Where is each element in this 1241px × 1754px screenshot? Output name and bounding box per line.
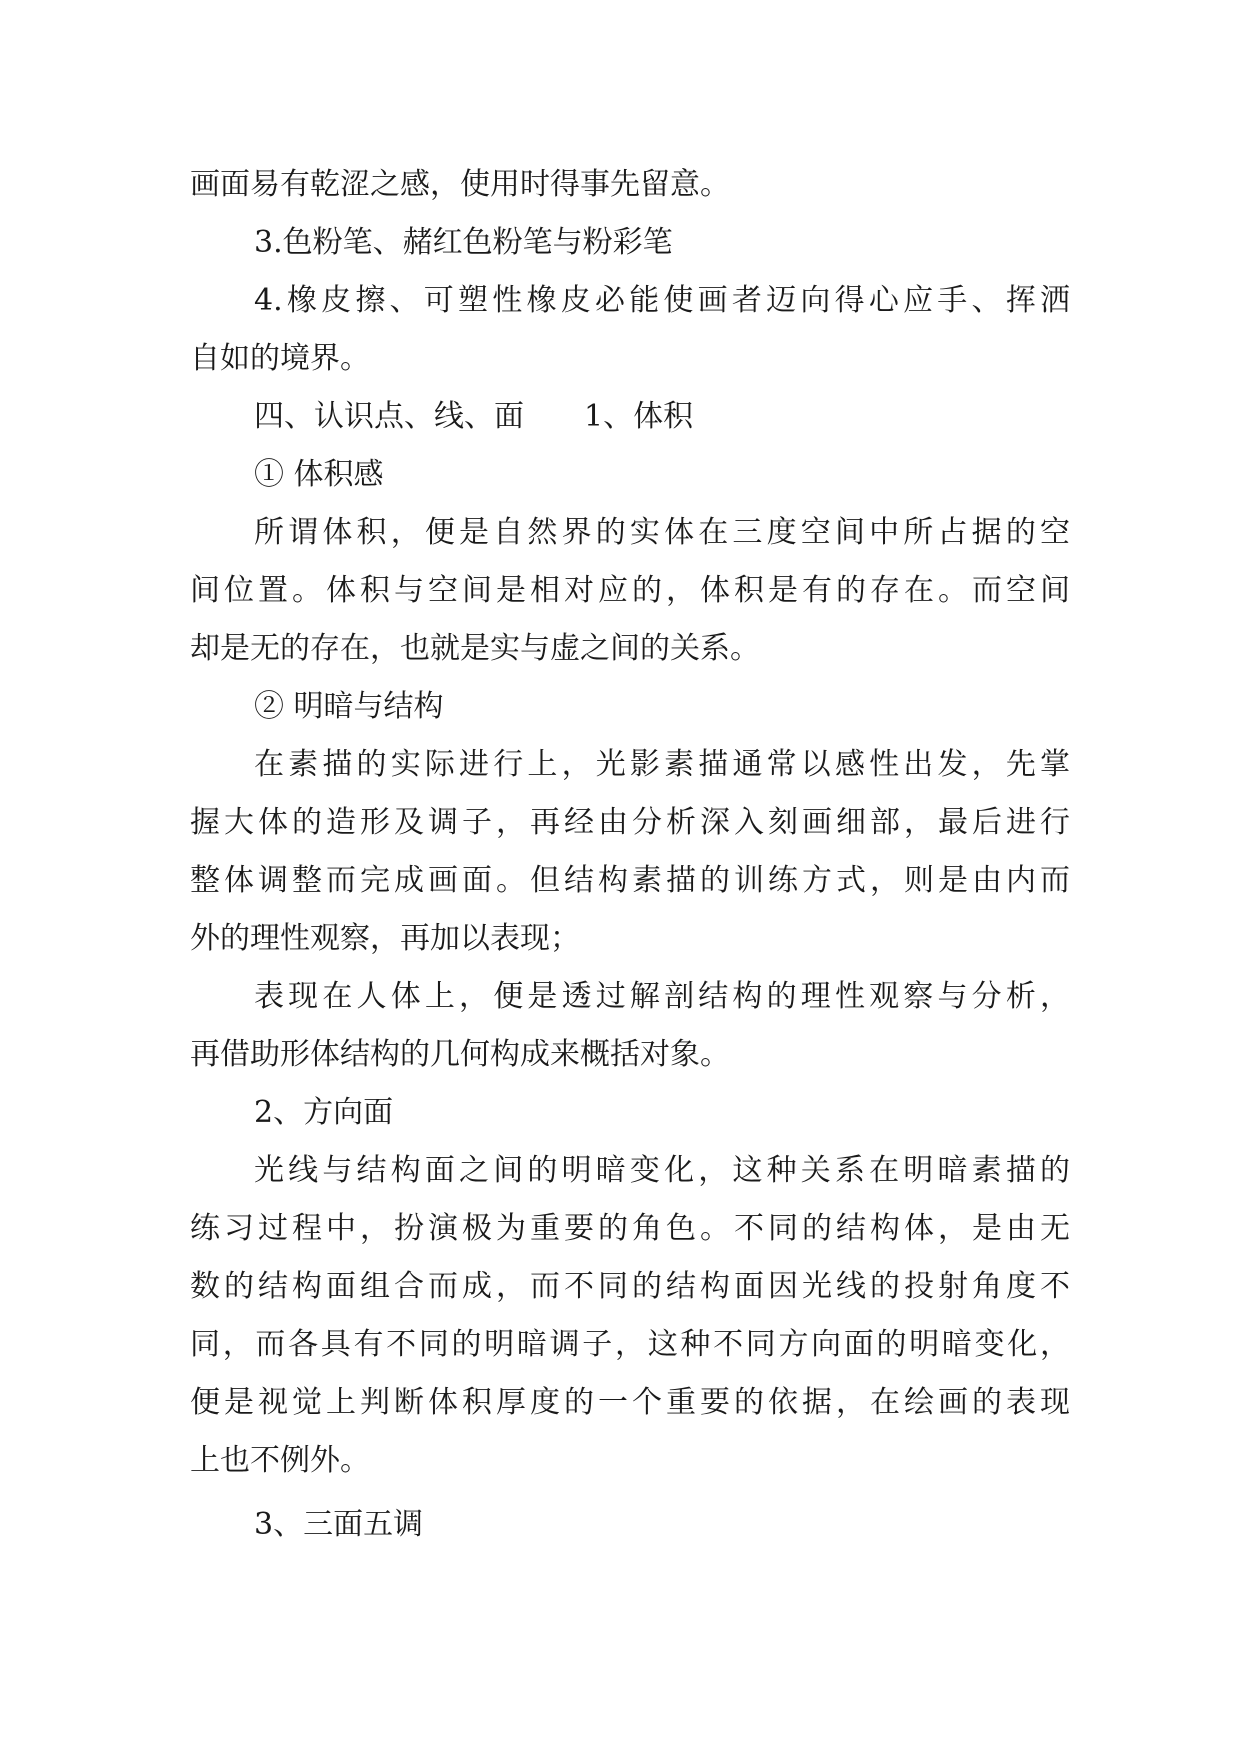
section-heading-three-planes-five-tones: 3、三面五调 <box>254 1507 424 1542</box>
subheading-volume-sense: ① 体积感 <box>254 457 384 492</box>
section-heading-4: 四、认识点、线、面 1、体积 <box>254 399 694 434</box>
paragraph-line: 数的结构面组合而成，而不同的结构面因光线的投射角度不 <box>190 1269 1070 1304</box>
list-item-eraser: 4.橡皮擦、可塑性橡皮必能使画者迈向得心应手、挥洒 <box>254 283 1070 318</box>
paragraph-line: 整体调整而完成画面。但结构素描的训练方式，则是由内而 <box>190 863 1070 898</box>
paragraph-line: 表现在人体上，便是透过解剖结构的理性观察与分析， <box>254 979 1070 1014</box>
list-item-colored-chalk: 3.色粉笔、赭红色粉笔与粉彩笔 <box>254 225 673 260</box>
section-heading-direction-plane: 2、方向面 <box>254 1095 394 1130</box>
paragraph-line: 练习过程中，扮演极为重要的角色。不同的结构体，是由无 <box>190 1211 1070 1246</box>
paragraph-line: 再借助形体结构的几何构成来概括对象。 <box>190 1037 730 1072</box>
paragraph-line: 外的理性观察，再加以表现； <box>190 921 580 956</box>
paragraph-line: 上也不例外。 <box>190 1443 370 1478</box>
paragraph-line: 在素描的实际进行上，光影素描通常以感性出发，先掌 <box>254 747 1070 782</box>
paragraph-line: 便是视觉上判断体积厚度的一个重要的依据，在绘画的表现 <box>190 1385 1070 1420</box>
subheading-light-structure: ② 明暗与结构 <box>254 689 444 724</box>
paragraph-line: 画面易有乾涩之感，使用时得事先留意。 <box>190 167 730 202</box>
paragraph-line: 同，而各具有不同的明暗调子，这种不同方向面的明暗变化， <box>190 1327 1070 1362</box>
paragraph-line: 间位置。体积与空间是相对应的，体积是有的存在。而空间 <box>190 573 1070 608</box>
paragraph-line: 握大体的造形及调子，再经由分析深入刻画细部，最后进行 <box>190 805 1070 840</box>
paragraph-line: 光线与结构面之间的明暗变化，这种关系在明暗素描的 <box>254 1153 1070 1188</box>
paragraph-line: 所谓体积，便是自然界的实体在三度空间中所占据的空 <box>254 515 1070 550</box>
paragraph-line: 自如的境界。 <box>190 341 370 376</box>
paragraph-line: 却是无的存在，也就是实与虚之间的关系。 <box>190 631 760 666</box>
